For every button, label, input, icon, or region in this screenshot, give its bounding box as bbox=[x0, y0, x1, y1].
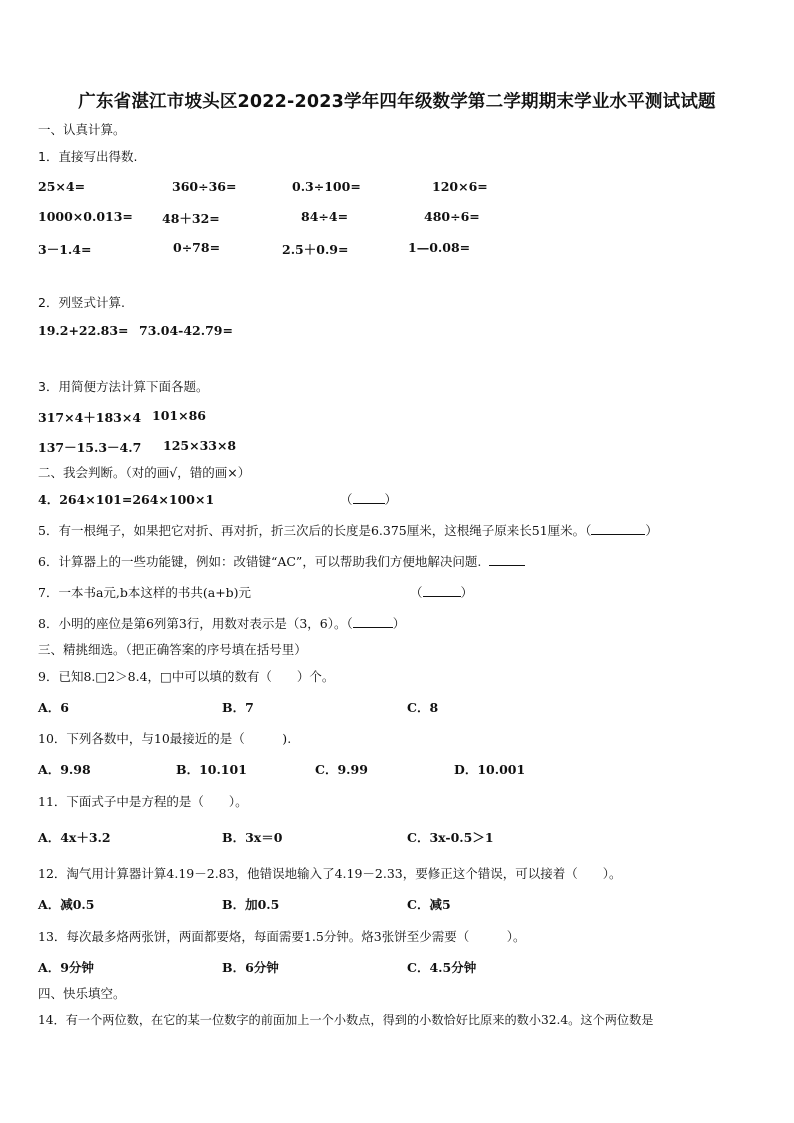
q13-text: 13．每次最多烙两张饼，两面都要烙，每面需要1.5分钟。烙3张饼至少需要（ ）。 bbox=[38, 929, 526, 944]
q1-cell: 1000×0.013= bbox=[38, 209, 133, 224]
q1-cell: 48＋32= bbox=[162, 211, 220, 226]
section-2-heading: 二、我会判断。（对的画√，错的画×） bbox=[38, 465, 251, 480]
q1-cell: 1—0.08= bbox=[408, 240, 471, 255]
q12-option-b[interactable]: B．加0.5 bbox=[222, 897, 280, 912]
q1-cell: 84÷4= bbox=[301, 209, 349, 224]
q7-text: 7．一本书a元,b本这样的书共(a+b)元 bbox=[38, 585, 252, 600]
q12-option-a[interactable]: A．减0.5 bbox=[38, 897, 95, 912]
section-1-heading: 一、认真计算。 bbox=[38, 122, 126, 137]
q10-option-b[interactable]: B．10.101 bbox=[176, 762, 247, 777]
q8-text: 8．小明的座位是第6列第3行，用数对表示是（3，6）。（ bbox=[38, 616, 353, 631]
q3-prompt: 3．用简便方法计算下面各题。 bbox=[38, 379, 209, 394]
q3-item: 137－15.3－4.7 bbox=[38, 440, 142, 455]
q12-option-c[interactable]: C．减5 bbox=[407, 897, 451, 912]
q11-option-a[interactable]: A．4x＋3.2 bbox=[38, 830, 111, 845]
q2-item: 19.2+22.83= bbox=[38, 323, 129, 338]
answer-blank[interactable] bbox=[591, 534, 645, 535]
q11-option-b[interactable]: B．3x＝0 bbox=[222, 830, 283, 845]
q1-cell: 2.5＋0.9= bbox=[282, 242, 349, 257]
q10-option-c[interactable]: C．9.99 bbox=[315, 762, 368, 777]
q9-text: 9．已知8.□2＞8.4，□中可以填的数有（ ）个。 bbox=[38, 669, 335, 684]
q1-cell: 0÷78= bbox=[173, 240, 221, 255]
q14-text: 14．有一个两位数，在它的某一位数字的前面加上一个小数点，得到的小数恰好比原来的数小32.4。这个两位数是 bbox=[38, 1013, 654, 1027]
answer-blank[interactable] bbox=[423, 596, 461, 597]
page-title: 广东省湛江市坡头区2022-2023学年四年级数学第二学期期末学业水平测试试题 bbox=[78, 92, 716, 112]
q8-line: 8．小明的座位是第6列第3行，用数对表示是（3，6）。（ ） bbox=[38, 616, 406, 631]
q1-cell: 360÷36= bbox=[172, 179, 237, 194]
q1-prompt: 1．直接写出得数. bbox=[38, 149, 138, 164]
answer-blank[interactable] bbox=[489, 565, 525, 566]
answer-blank[interactable] bbox=[353, 627, 393, 628]
section-4-heading: 四、快乐填空。 bbox=[38, 986, 126, 1001]
section-3-heading: 三、精挑细选。（把正确答案的序号填在括号里） bbox=[38, 642, 307, 657]
q10-text: 10．下列各数中，与10最接近的是（ ). bbox=[38, 731, 292, 746]
answer-blank[interactable] bbox=[353, 503, 385, 504]
q10-option-a[interactable]: A．9.98 bbox=[38, 762, 91, 777]
q5-text: 5．有一根绳子，如果把它对折、再对折，折三次后的长度是6.375厘米，这根绳子原来长51厘米。（ bbox=[38, 523, 592, 538]
q13-option-b[interactable]: B．6分钟 bbox=[222, 960, 279, 975]
q1-cell: 120×6= bbox=[432, 179, 488, 194]
q11-text: 11．下面式子中是方程的是（ ）。 bbox=[38, 794, 248, 809]
q9-option-c[interactable]: C．8 bbox=[407, 700, 439, 715]
q3-item: 101×86 bbox=[152, 408, 206, 423]
q6-text: 6．计算器上的一些功能键，例如：改错键“AC”，可以帮助我们方便地解决问题. bbox=[38, 554, 482, 569]
q13-option-a[interactable]: A．9分钟 bbox=[38, 960, 94, 975]
q2-item: 73.04-42.79= bbox=[139, 323, 233, 338]
q5-line: 5．有一根绳子，如果把它对折、再对折，折三次后的长度是6.375厘米，这根绳子原来长51厘米。（ ） bbox=[38, 523, 658, 538]
q13-option-c[interactable]: C．4.5分钟 bbox=[407, 960, 477, 975]
q1-cell: 480÷6= bbox=[424, 209, 480, 224]
q1-cell: 3－1.4= bbox=[38, 242, 92, 257]
q1-cell: 0.3÷100= bbox=[292, 179, 361, 194]
q4-answer: （ ） bbox=[340, 492, 398, 507]
q3-item: 317×4＋183×4 bbox=[38, 410, 142, 425]
q3-item: 125×33×8 bbox=[163, 438, 237, 453]
q1-cell: 25×4= bbox=[38, 179, 86, 194]
q9-option-a[interactable]: A．6 bbox=[38, 700, 69, 715]
q9-option-b[interactable]: B．7 bbox=[222, 700, 254, 715]
q12-text: 12．淘气用计算器计算4.19－2.83，他错误地输入了4.19－2.33，要修正这个错误，可以接着（ ）。 bbox=[38, 866, 622, 881]
q2-prompt: 2．列竖式计算. bbox=[38, 295, 125, 310]
q4-text: 4．264×101=264×100×1 bbox=[38, 492, 215, 507]
q10-option-d[interactable]: D．10.001 bbox=[454, 762, 526, 777]
q6-line bbox=[38, 552, 525, 570]
q11-option-c[interactable]: C．3x-0.5＞1 bbox=[407, 830, 494, 845]
q7-answer: （ ） bbox=[410, 585, 474, 600]
